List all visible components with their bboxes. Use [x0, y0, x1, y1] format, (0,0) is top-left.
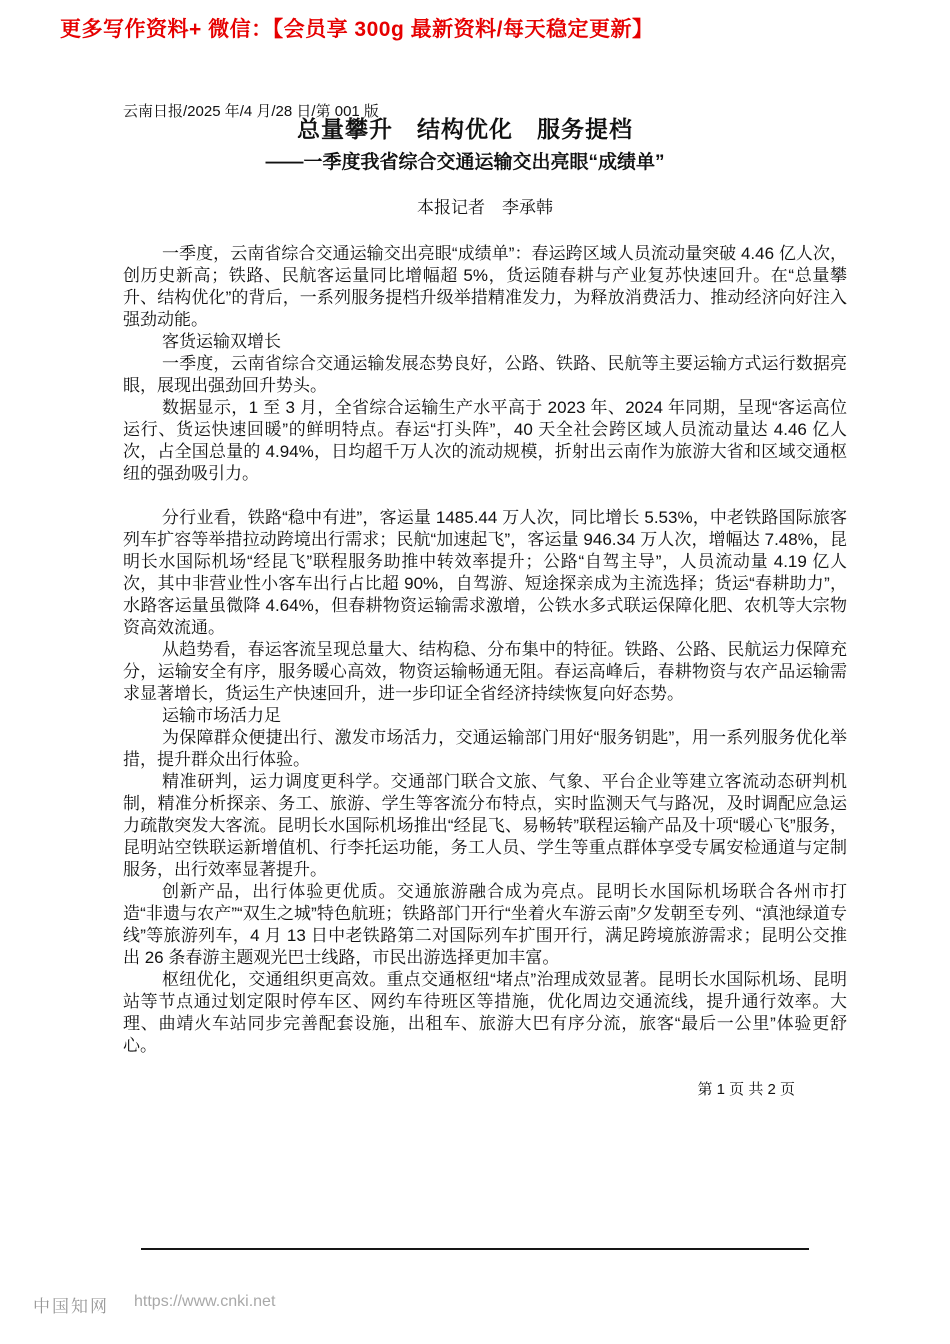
article-body: [123, 243, 847, 1101]
paragraph: 分行业看，铁路“稳中有进”，客运量 1485.44 万人次，同比增长 5.53%，中老铁路国际旅客列车扩容等举措拉动跨境出行需求；民航“加速起飞”，客运量 946.34 万人次，增幅达 7.48%，昆明长水国际机场“经昆飞”联程服务助推中转效率提升；公路“自驾主导”，人员流动量 4.19 亿人次，其中非营业性小客车出行占比超 90%，自驾游、短途探亲成为主流选择；货运“春耕助力”，水路客运量虽微降 4.64%，但春耕物资运输需求激增，公铁水多式联运保障化肥、农机等大宗物资高效流通。: [123, 508, 847, 637]
promo-banner-text: 更多写作资料+ 微信：【会员享 300g 最新资料/每天稳定更新】: [60, 18, 654, 41]
section-heading: 客货运输双增长: [162, 332, 281, 351]
paragraph: 精准研判，运力调度更科学。交通部门联合文旅、气象、平台企业等建立客流动态研判机制，精准分析探亲、务工、旅游、学生等客流分布特点，实时监测天气与路况，及时调配应急运力疏散突发大客流。昆明长水国际机场推出“经昆飞、易畅转”联程运输产品及十项“暖心飞”服务，昆明站空铁联运新增值机、行李托运功能，务工人员、学生等重点群体享受专属安检通道与定制服务，出行效率显著提升。: [123, 772, 847, 879]
paragraph: 一季度，云南省综合交通运输发展态势良好，公路、铁路、民航等主要运输方式运行数据亮眼，展现出强劲回升势头。: [123, 354, 847, 395]
paragraph: 为保障群众便捷出行、激发市场活力，交通运输部门用好“服务钥匙”，用一系列服务优化举措，提升群众出行体验。: [123, 728, 847, 769]
cnki-logo-text: 中国知网: [33, 1297, 109, 1316]
section-heading: 运输市场活力足: [162, 706, 281, 725]
paragraph: 从趋势看，春运客流呈现总量大、结构稳、分布集中的特征。铁路、公路、民航运力保障充分，运输安全有序，服务暖心高效，物资运输畅通无阻。春运高峰后，春耕物资与农产品运输需求显著增长，货运生产快速回升，进一步印证全省经济持续恢复向好态势。: [123, 640, 847, 703]
footer-divider-line: [141, 1248, 809, 1250]
paragraph: 一季度，云南省综合交通运输交出亮眼“成绩单”：春运跨区域人员流动量突破 4.46 亿人次，创历史新高；铁路、民航客运量同比增幅超 5%，货运随春耕与产业复苏快速回升。在“总量攀升、结构优化”的背后，一系列服务提档升级举措精准发力，为释放消费活力、推动经济向好注入强劲动能。: [123, 244, 847, 329]
paragraph: 创新产品，出行体验更优质。交通旅游融合成为亮点。昆明长水国际机场联合各州市打造“非遗与农产”“双生之城”特色航班；铁路部门开行“坐着火车游云南”夕发朝至专列、“滇池绿道专线”等旅游列车，4 月 13 日中老铁路第二对国际列车扩围开行，满足跨境旅游需求；昆明公交推出 26 条春游主题观光巴士线路，市民出游选择更加丰富。: [123, 882, 847, 967]
page-number: 第 1 页 共 2 页: [697, 1081, 795, 1098]
article-subtitle: ——一季度我省综合交通运输交出亮眼“成绩单”: [265, 152, 665, 173]
source-line: 云南日报/2025 年/4 月/28 日/第 001 版: [123, 103, 379, 120]
article-title: 总量攀升 结构优化 服务提档: [297, 116, 633, 142]
paragraph: 数据显示，1 至 3 月，全省综合运输生产水平高于 2023 年、2024 年同期，呈现“客运高位运行、货运快速回暖”的鲜明特点。春运“打头阵”，40 天全社会跨区域人员流动量达 4.46 亿人次，占全国总量的 4.94%，日均超千万人次的流动规模，折射出云南作为旅游大省和区域交通枢纽的强劲吸引力。: [123, 398, 847, 483]
paragraph: 枢纽优化，交通组织更高效。重点交通枢纽“堵点”治理成效显著。昆明长水国际机场、昆明站等节点通过划定限时停车区、网约车待班区等措施，优化周边交通流线，提升通行效率。大理、曲靖火车站同步完善配套设施，出租车、旅游大巴有序分流，旅客“最后一公里”体验更舒心。: [123, 970, 847, 1055]
article-byline: 本报记者 李承韩: [417, 198, 553, 217]
cnki-url-link[interactable]: https://www.cnki.net: [134, 1293, 276, 1310]
